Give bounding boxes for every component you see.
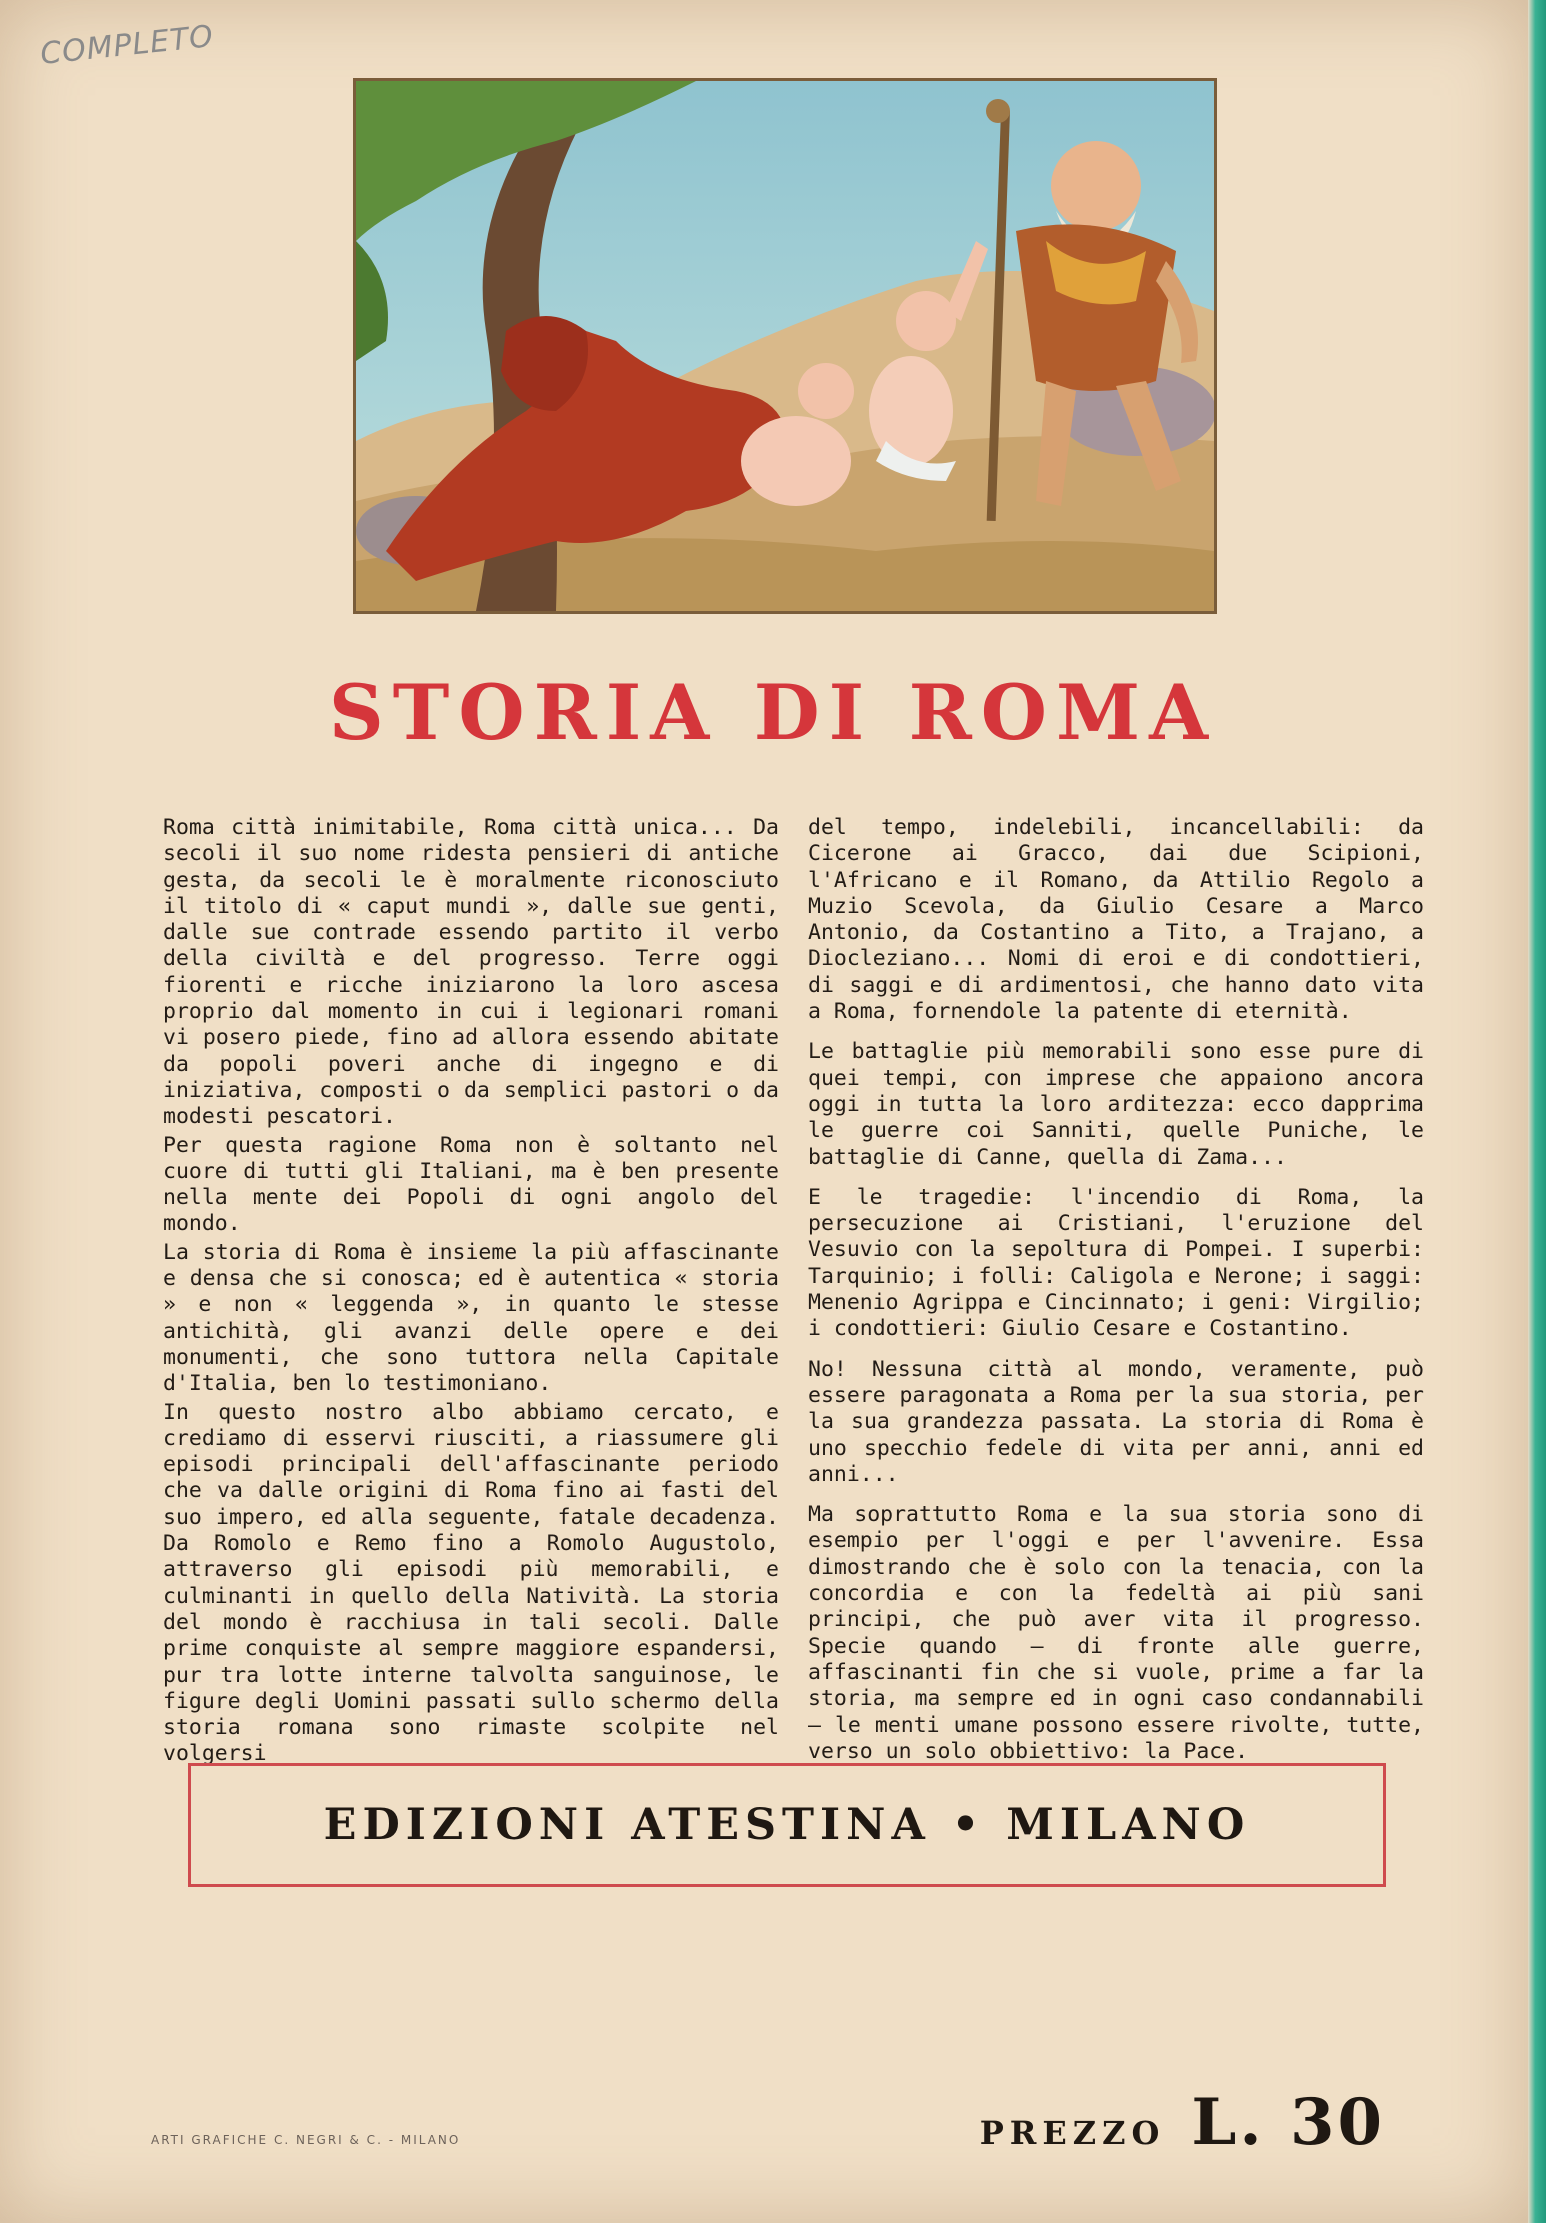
- paragraph: Le battaglie più memorabili sono esse pure di quei tempi, con imprese che appaiono ancora oggi in tutta la loro arditezza: ecco dapprima le guerre coi Sanniti, quelle Puniche, le battaglie di Canne, quella di Zama...: [808, 1039, 1424, 1170]
- paragraph: In questo nostro albo abbiamo cercato, e crediamo di esservi riusciti, a riassumere gli episodi principali dell'affascinante periodo che va dalle origini di Roma fino ai fasti del suo impero, ed alla seguente, fatale decadenza. Da Romolo e Remo fino a Romolo Augustolo, attraverso gli episodi più memorabili, e culminanti in quello della Natività. La storia del mondo è racchiusa in tali secoli. Dalle prime conquiste al sempre maggiore espandersi, pur tra lotte interne talvolta sanguinose, le figure degli Uomini passati sullo schermo della storia romana sono rimaste scolpite nel volgersi: [163, 1399, 779, 1767]
- handwritten-note: COMPLETO: [38, 18, 216, 73]
- paragraph: No! Nessuna città al mondo, veramente, può essere paragonata a Roma per la sua storia, per la sua grandezza passata. La storia di Roma è uno specchio fedele di vita per anni, anni ed anni...: [808, 1356, 1424, 1487]
- cover-illustration: [353, 78, 1217, 614]
- paragraph: Ma soprattutto Roma e la sua storia sono di esempio per l'oggi e per l'avvenire. Essa dimostrando che è solo con la tenacia, con la concordia e con la fedeltà ai più sani principi, che può aver vita il progresso. Specie quando — di fronte alle guerre, affascinanti fin che si vuole, prime a far la storia, ma sempre ed in ogni caso condannabili — le menti umane possono essere rivolte, tutte, verso un solo obbiettivo: la Pace.: [808, 1502, 1424, 1764]
- price-value: L. 30: [1191, 2085, 1385, 2160]
- price-label: PREZZO: [979, 2114, 1166, 2152]
- text-column-right: [808, 815, 1424, 1779]
- printer-credit: ARTI GRAFICHE C. NEGRI & C. - MILANO: [151, 2133, 461, 2147]
- page-title: STORIA DI ROMA: [328, 668, 1218, 757]
- cover-edge: [1528, 0, 1546, 2223]
- publisher-name: EDIZIONI ATESTINA • MILANO: [323, 1800, 1251, 1850]
- paragraph: del tempo, indelebili, incancellabili: da Cicerone ai Gracco, dai due Scipioni, l'Africano e il Romano, da Attilio Regolo a Muzio Scevola, da Giulio Cesare a Marco Antonio, da Costantino a Tito, a Trajano, a Diocleziano... Nomi di eroi e di condottieri, di saggi e di ardimentosi, che hanno dato vita a Roma, fornendole la patente di eternità.: [808, 815, 1424, 1025]
- text-column-left: [163, 815, 779, 1770]
- paragraph: Roma città inimitabile, Roma città unica... Da secoli il suo nome ridesta pensieri di antiche gesta, da secoli le è moralmente riconosciuto il titolo di « caput mundi », dalle sue genti, dalle sue contrade essendo partito il verbo della civiltà e del progresso. Terre oggi fiorenti e ricche iniziarono la loro ascesa proprio dal momento in cui i legionari romani vi posero piede, fino ad allora essendo abitate da popoli poveri anche di ingegno e di iniziativa, composti o da semplici pastori o da modesti pescatori.: [163, 815, 779, 1130]
- price-block: [893, 2085, 1385, 2160]
- paragraph: Per questa ragione Roma non è soltanto nel cuore di tutti gli Italiani, ma è ben presente nella mente dei Popoli di ogni angolo del mondo.: [163, 1132, 779, 1237]
- she-wolf-romulus-remus-illustration: [356, 81, 1214, 611]
- publisher-box: [188, 1763, 1386, 1887]
- paragraph: La storia di Roma è insieme la più affascinante e densa che si conosca; ed è autentica « storia » e non « leggenda », in quanto le stesse antichità, gli avanzi delle opere e dei monumenti, che sono tuttora nella Capitale d'Italia, ben lo testimoniano.: [163, 1239, 779, 1397]
- paragraph: E le tragedie: l'incendio di Roma, la persecuzione ai Cristiani, l'eruzione del Vesuvio con la sepoltura di Pompei. I superbi: Tarquinio; i folli: Caligola e Nerone; i saggi: Menenio Agrippa e Cincinnato; i geni: Virgilio; i condottieri: Giulio Cesare e Costantino.: [808, 1184, 1424, 1342]
